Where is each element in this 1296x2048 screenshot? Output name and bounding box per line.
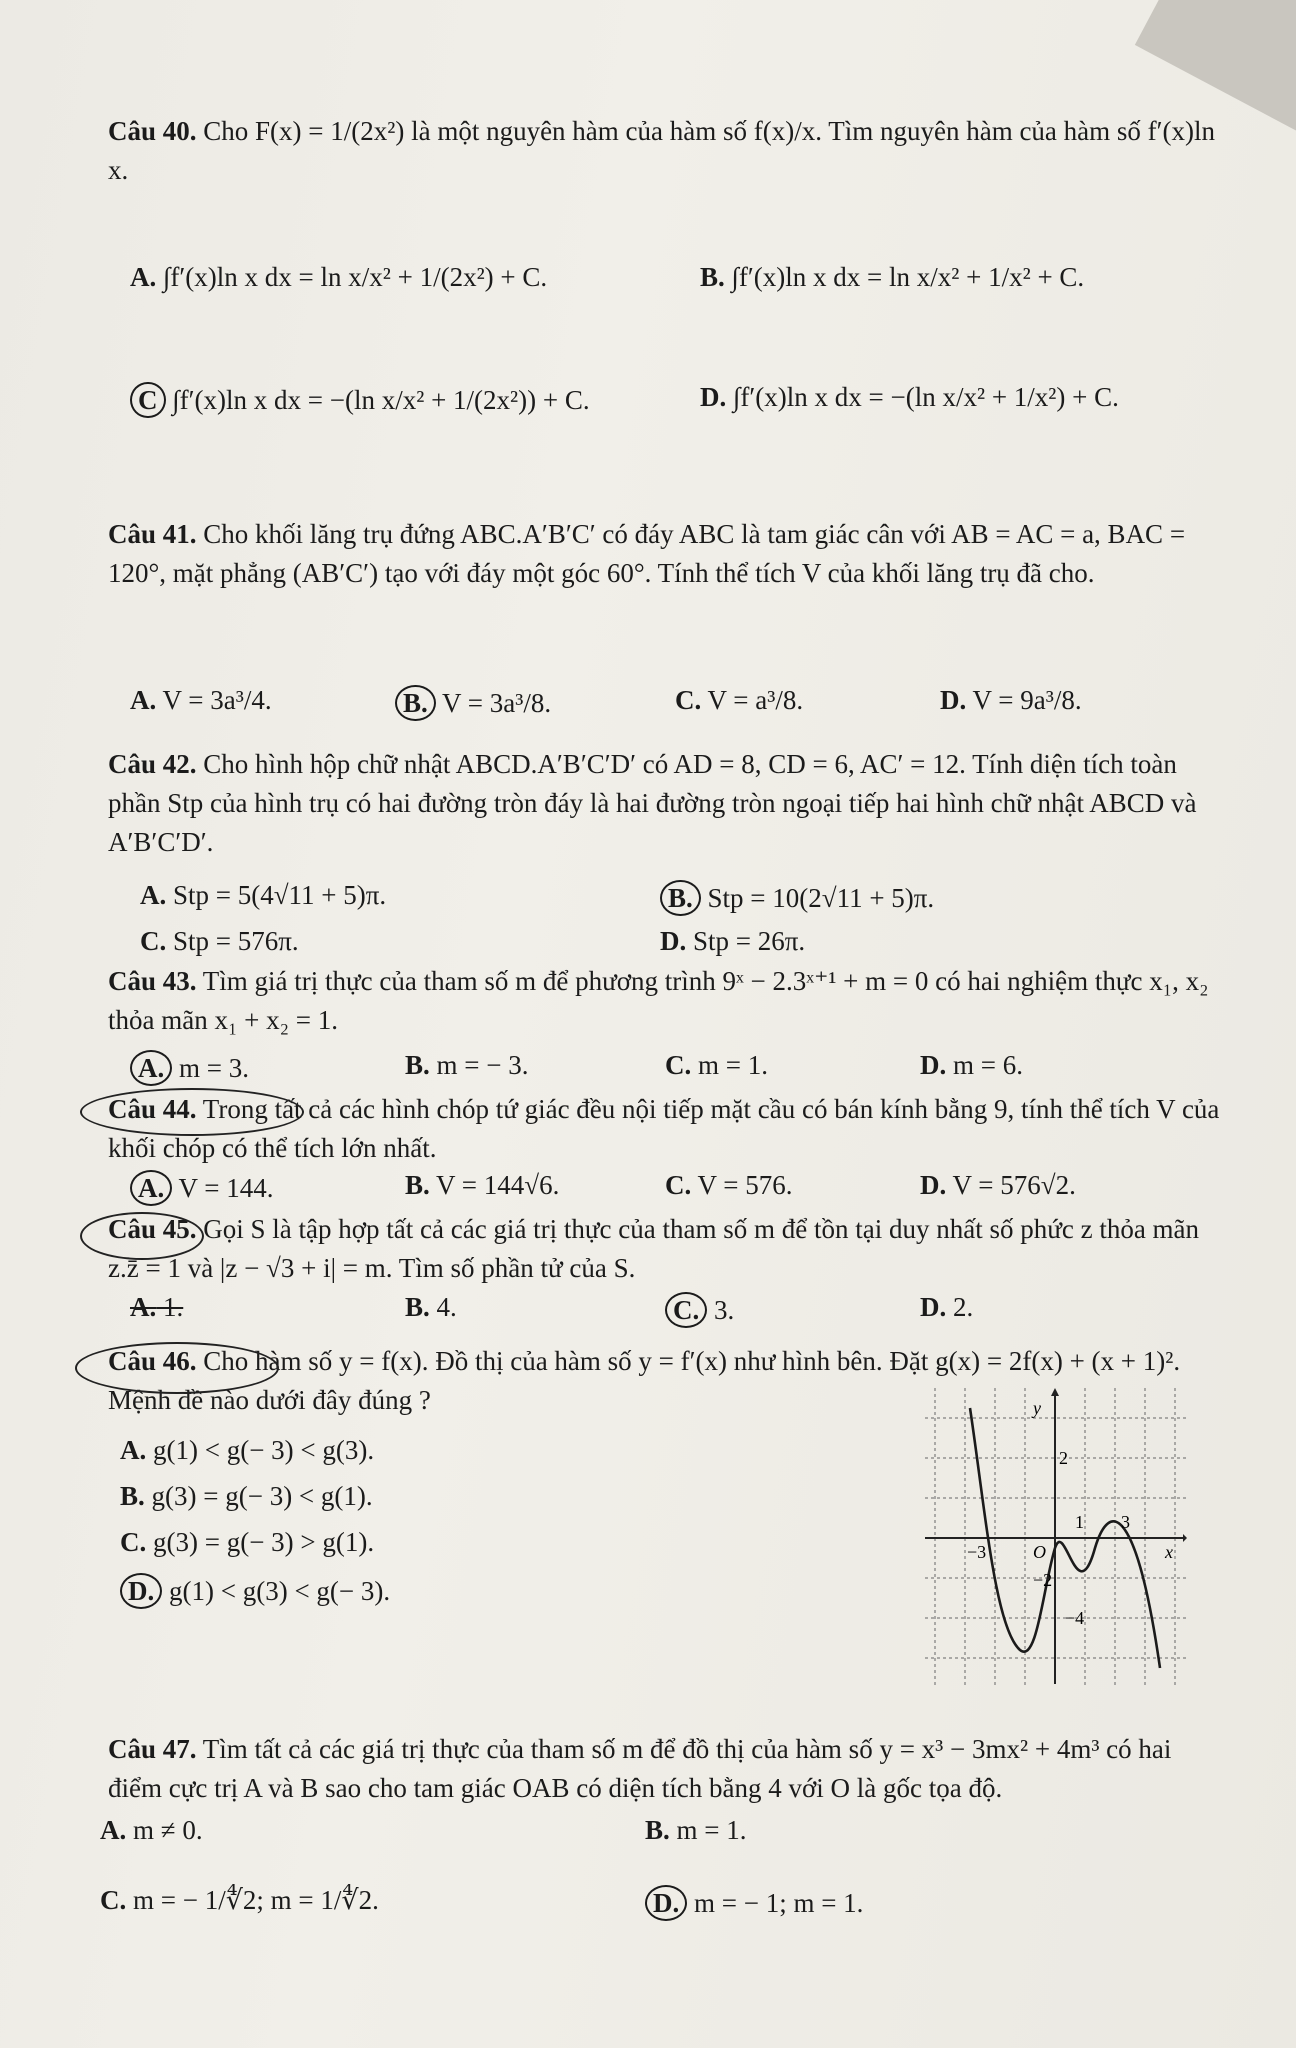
option-c[interactable] xyxy=(665,1050,768,1081)
option-label: C. xyxy=(665,1050,692,1080)
tick-label: 2 xyxy=(1059,1448,1068,1468)
option-label: A. xyxy=(100,1815,127,1845)
option-label: D. xyxy=(920,1050,947,1080)
option-b[interactable] xyxy=(405,1292,457,1323)
question-45 xyxy=(108,1210,1228,1288)
option-text: m = − 3. xyxy=(436,1050,529,1080)
question-number: Câu 41. xyxy=(108,519,197,549)
option-a[interactable] xyxy=(130,1050,249,1086)
hand-drawn-circle xyxy=(80,1212,204,1260)
option-label-circled: D. xyxy=(645,1885,687,1921)
option-d[interactable] xyxy=(700,382,1119,413)
option-label: A. xyxy=(130,1292,157,1322)
option-text: Stp = 5(4√11 + 5)π. xyxy=(173,880,387,910)
option-label-circled: D. xyxy=(120,1573,162,1609)
question-stem: Cho khối lăng trụ đứng ABC.A′B′C′ có đáy ABC là tam giác cân với AB = AC = a, BAC = 120°, mặt phẳng (AB′C′) tạo với đáy một góc 60°. Tính thể tích V của khối lăng trụ đã cho. xyxy=(108,519,1186,589)
option-a[interactable] xyxy=(130,262,547,293)
question-number: Câu 44. xyxy=(108,1094,197,1124)
question-number: Câu 43. xyxy=(108,966,197,996)
option-b[interactable] xyxy=(645,1815,747,1846)
question-stem: Tìm tất cả các giá trị thực của tham số m để đồ thị của hàm số y = x³ − 3mx² + 4m³ có hai điểm cực trị A và B sao cho tam giác OAB có diện tích bằng 4 với O là gốc tọa độ. xyxy=(108,1734,1172,1804)
option-d[interactable] xyxy=(120,1573,390,1609)
option-d[interactable] xyxy=(920,1170,1076,1201)
x-axis-arrow xyxy=(1183,1534,1187,1542)
option-text: V = 3a³/8. xyxy=(442,688,552,718)
hand-drawn-circle xyxy=(75,1342,279,1394)
option-text: V = a³/8. xyxy=(707,685,804,715)
option-label: A. xyxy=(130,685,157,715)
option-text: V = 3a³/4. xyxy=(162,685,272,715)
question-stem: Gọi S là tập hợp tất cả các giá trị thực của tham số m để tồn tại duy nhất số phức z thỏa mãn z.z̄ = 1 và |z − √3 + i| = m. Tìm số phần tử của S. xyxy=(108,1214,1200,1284)
option-label-circled: A. xyxy=(130,1050,172,1086)
option-text: Stp = 26π. xyxy=(693,926,806,956)
option-label: A. xyxy=(130,262,157,292)
option-c[interactable] xyxy=(665,1170,793,1201)
question-42 xyxy=(108,745,1228,862)
option-text: 4. xyxy=(436,1292,457,1322)
tick-label: 1 xyxy=(1075,1512,1084,1532)
option-label: D. xyxy=(940,685,967,715)
y-axis-arrow xyxy=(1051,1388,1059,1396)
option-b[interactable] xyxy=(700,262,1084,293)
question-stem: Trong tất cả các hình chóp tứ giác đều nội tiếp mặt cầu có bán kính bằng 9, tính thể tích V của khối chóp có thể tích lớn nhất. xyxy=(108,1094,1220,1164)
option-text: 3. xyxy=(714,1295,735,1325)
option-text: ∫f′(x)ln x dx = ln x/x² + 1/(2x²) + C. xyxy=(163,262,548,292)
option-text: 2. xyxy=(953,1292,974,1322)
option-c[interactable] xyxy=(100,1885,379,1916)
option-label: B. xyxy=(405,1292,430,1322)
option-c[interactable] xyxy=(130,382,590,418)
tick-label: −4 xyxy=(1065,1608,1085,1628)
hand-drawn-circle xyxy=(80,1088,304,1136)
option-label-circled: C xyxy=(130,382,166,418)
option-text: g(3) = g(− 3) > g(1). xyxy=(153,1527,375,1557)
option-label-circled: B. xyxy=(395,685,436,721)
option-b[interactable] xyxy=(405,1170,559,1201)
option-d[interactable] xyxy=(660,926,805,957)
option-label: D. xyxy=(660,926,687,956)
question-stem: Cho hàm số y = f(x). Đồ thị của hàm số y = f′(x) như hình bên. Đặt g(x) = 2f(x) + (x + 1)². Mệnh đề nào dưới đây đúng ? xyxy=(108,1346,1181,1416)
option-text: ∫f′(x)ln x dx = −(ln x/x² + 1/x²) + C. xyxy=(733,382,1119,412)
question-43 xyxy=(108,962,1228,1040)
option-text: V = 576. xyxy=(697,1170,793,1200)
option-text: ∫f′(x)ln x dx = −(ln x/x² + 1/(2x²)) + C. xyxy=(172,385,590,415)
option-c[interactable] xyxy=(120,1527,374,1558)
option-label-circled: C. xyxy=(665,1292,707,1328)
option-a[interactable] xyxy=(100,1815,203,1846)
option-text: m = 6. xyxy=(953,1050,1023,1080)
tick-label: −3 xyxy=(967,1542,987,1562)
option-d[interactable] xyxy=(940,685,1082,716)
option-text: m = 3. xyxy=(179,1053,249,1083)
option-label: D. xyxy=(920,1170,947,1200)
option-label: C. xyxy=(140,926,167,956)
option-label: C. xyxy=(665,1170,692,1200)
question-stem: Cho hình hộp chữ nhật ABCD.A′B′C′D′ có AD = 8, CD = 6, AC′ = 12. Tính diện tích toàn phần Stp của hình trụ có hai đường tròn đáy là hai đường tròn ngoại tiếp hai hình chữ nhật ABCD và A′B′C′D′. xyxy=(108,749,1197,858)
option-label-circled: A. xyxy=(130,1170,172,1206)
option-label: A. xyxy=(140,880,167,910)
axis-label-x: x xyxy=(1165,1542,1173,1562)
option-d[interactable] xyxy=(645,1885,863,1921)
option-label-circled: B. xyxy=(660,880,701,916)
option-text: m ≠ 0. xyxy=(133,1815,203,1845)
derivative-graph xyxy=(925,1388,1187,1688)
option-text: m = 1. xyxy=(676,1815,747,1845)
option-text: g(1) < g(3) < g(− 3). xyxy=(169,1576,391,1606)
option-label: C. xyxy=(100,1885,127,1915)
question-stem: Cho F(x) = 1/(2x²) là một nguyên hàm của hàm số f(x)/x. Tìm nguyên hàm của hàm số f′(x)ln x. xyxy=(108,116,1216,186)
option-text: g(3) = g(− 3) < g(1). xyxy=(151,1481,373,1511)
option-text: Stp = 10(2√11 + 5)π. xyxy=(707,883,935,913)
option-label: B. xyxy=(405,1050,430,1080)
option-label: D. xyxy=(920,1292,947,1322)
option-label: B. xyxy=(700,262,725,292)
question-41 xyxy=(108,515,1228,593)
option-label: B. xyxy=(120,1481,145,1511)
tick-label: 3 xyxy=(1121,1512,1130,1532)
question-number: Câu 46. xyxy=(108,1346,197,1376)
option-b[interactable] xyxy=(120,1481,373,1512)
option-text: m = 1. xyxy=(698,1050,768,1080)
option-label: D. xyxy=(700,382,727,412)
option-text: 1. xyxy=(163,1292,184,1322)
option-text: m = − 1/∜2; m = 1/∜2. xyxy=(133,1885,379,1915)
option-a[interactable] xyxy=(130,1170,274,1206)
option-d[interactable] xyxy=(920,1292,973,1323)
question-number: Câu 40. xyxy=(108,116,197,146)
option-d[interactable] xyxy=(920,1050,1023,1081)
option-label: C. xyxy=(675,685,702,715)
option-text: g(1) < g(− 3) < g(3). xyxy=(153,1435,375,1465)
option-b[interactable] xyxy=(395,685,551,721)
option-c[interactable] xyxy=(140,926,299,957)
option-label: A. xyxy=(120,1435,147,1465)
option-text: V = 9a³/8. xyxy=(972,685,1082,715)
option-b[interactable] xyxy=(405,1050,528,1081)
option-label: C. xyxy=(120,1527,147,1557)
axis-label-y: y xyxy=(1033,1398,1041,1418)
option-a[interactable] xyxy=(140,880,386,911)
tick-label: −2 xyxy=(1033,1570,1053,1590)
origin-label: O xyxy=(1033,1542,1046,1562)
option-a[interactable] xyxy=(130,1292,183,1323)
option-label: B. xyxy=(645,1815,670,1845)
question-47 xyxy=(108,1730,1228,1808)
option-label: B. xyxy=(405,1170,430,1200)
option-a[interactable] xyxy=(130,685,272,716)
question-stem: Tìm giá trị thực của tham số m để phương trình 9ˣ − 2.3ˣ⁺¹ + m = 0 có hai nghiệm thực x₁, x₂ thỏa mãn x₁ + x₂ = 1. xyxy=(108,966,1209,1036)
option-c[interactable] xyxy=(665,1292,734,1328)
option-text: m = − 1; m = 1. xyxy=(694,1888,864,1918)
question-40 xyxy=(108,112,1228,190)
option-text: ∫f′(x)ln x dx = ln x/x² + 1/x² + C. xyxy=(731,262,1085,292)
option-text: Stp = 576π. xyxy=(173,926,299,956)
option-text: V = 144. xyxy=(178,1173,274,1203)
question-number: Câu 47. xyxy=(108,1734,197,1764)
option-b[interactable] xyxy=(660,880,934,916)
option-text: V = 576√2. xyxy=(952,1170,1076,1200)
question-number: Câu 45. xyxy=(108,1214,197,1244)
question-number: Câu 42. xyxy=(108,749,197,779)
option-c[interactable] xyxy=(675,685,803,716)
option-a[interactable] xyxy=(120,1435,374,1466)
option-text: V = 144√6. xyxy=(436,1170,560,1200)
